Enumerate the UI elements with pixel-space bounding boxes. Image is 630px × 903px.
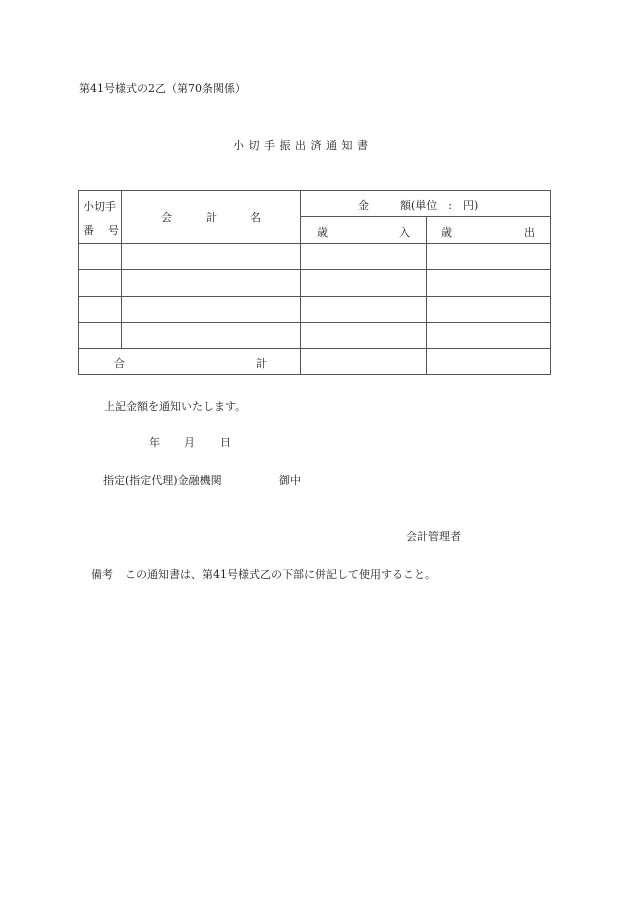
- header-check-number-line2b: 号: [108, 224, 119, 237]
- table-divider: [426, 216, 427, 375]
- header-account-name-1: 会: [161, 211, 172, 224]
- date-month: 月: [184, 436, 195, 449]
- date-year: 年: [149, 436, 160, 449]
- remarks-label: 備考: [91, 568, 113, 581]
- notice-text: 上記金額を通知いたします。: [104, 400, 247, 413]
- table-border-left: [78, 190, 79, 375]
- table-divider: [121, 190, 122, 348]
- header-amount-2: 額(単位 : 円): [400, 199, 479, 212]
- date-day: 日: [220, 436, 231, 449]
- header-account-name-2: 計: [206, 211, 217, 224]
- bank-name: 指定(指定代理)金融機関: [103, 474, 222, 487]
- table-border-top: [78, 190, 551, 191]
- table-divider: [78, 269, 551, 270]
- total-label-1: 合: [114, 357, 125, 370]
- document-title: 小切手振出済通知書: [233, 139, 373, 152]
- header-check-number-line2a: 番: [83, 224, 94, 237]
- table-divider: [300, 190, 301, 375]
- accounting-manager: 会計管理者: [406, 530, 461, 543]
- table-divider: [78, 296, 551, 297]
- form-number: 第41号様式の2乙（第70条関係）: [79, 82, 246, 95]
- header-expenditure-1: 歳: [441, 226, 452, 239]
- table-divider: [78, 348, 551, 349]
- remarks-text: この通知書は、第41号様式乙の下部に併記して使用すること。: [125, 568, 436, 581]
- header-revenue-1: 歳: [317, 226, 328, 239]
- header-account-name-3: 名: [250, 211, 261, 224]
- header-amount-1: 金: [358, 199, 369, 212]
- header-revenue-2: 入: [399, 226, 410, 239]
- table-border-right: [550, 190, 551, 375]
- table-divider: [78, 322, 551, 323]
- header-check-number-line1: 小切手: [83, 200, 116, 213]
- amount-table: [78, 190, 551, 375]
- table-divider: [78, 243, 551, 244]
- onchu-label: 御中: [279, 474, 301, 487]
- total-label-2: 計: [256, 357, 267, 370]
- table-border-bottom: [78, 374, 551, 375]
- header-expenditure-2: 出: [524, 226, 535, 239]
